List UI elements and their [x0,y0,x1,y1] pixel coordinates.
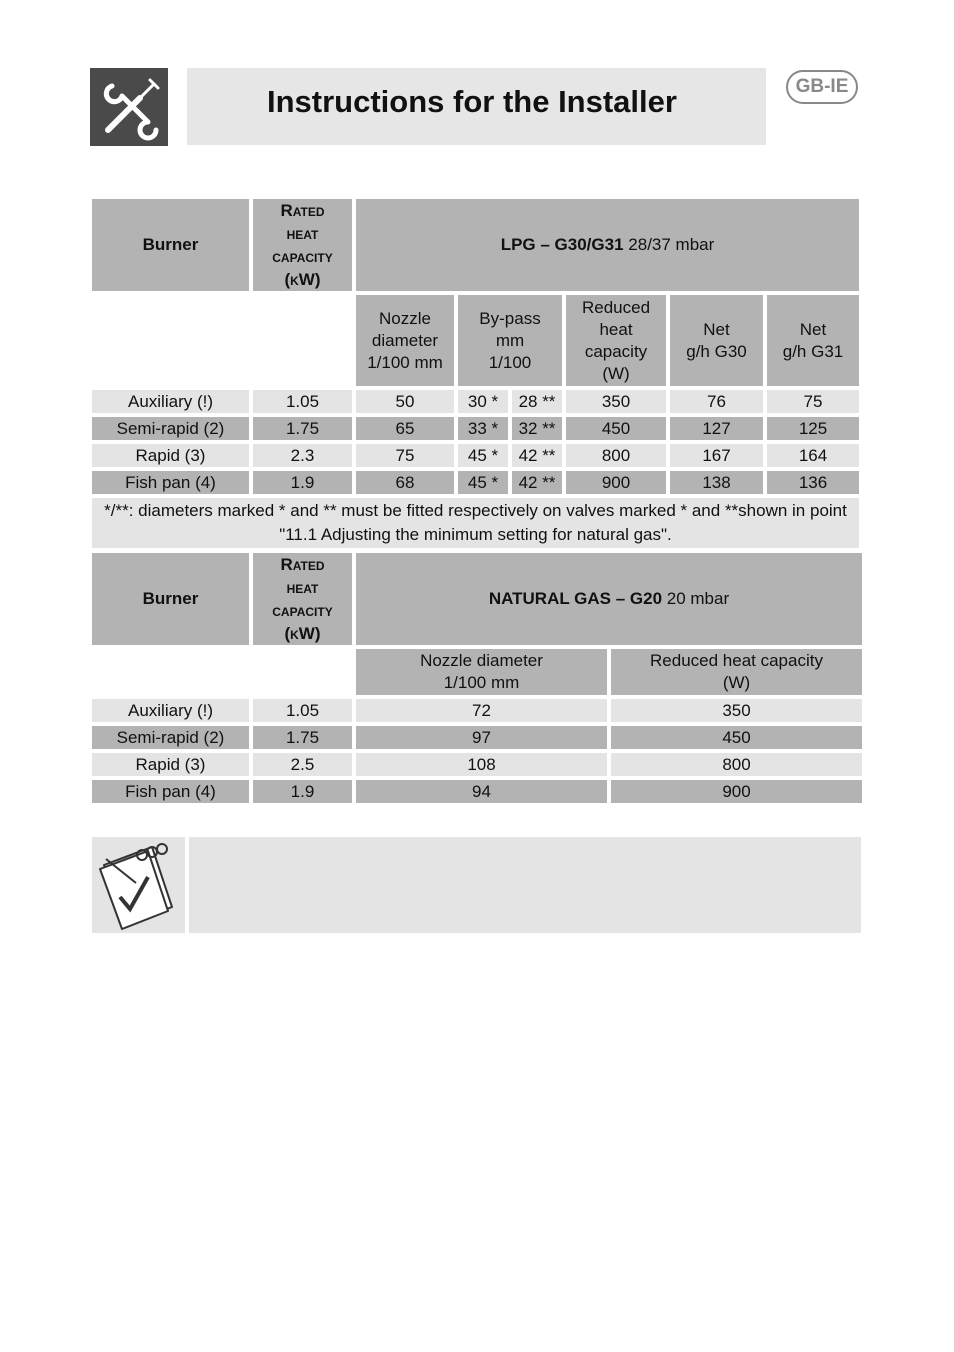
lpg-subheader-row [92,295,859,386]
net-g31-header: Net g/h G31 [767,295,859,386]
reduced-capacity-header: Reduced heat capacity (W) [611,649,862,695]
ng-subheader-row [92,649,862,695]
lpg-header-row [92,199,859,291]
net-g30-header: Net g/h G30 [670,295,763,386]
table-row: Fish pan (4) 1.9 94 900 [92,780,862,803]
note-panel [189,837,861,933]
reduced-capacity-header: Reduced heat capacity (W) [566,295,666,386]
rated-capacity-column-header: Rated heat capacity (kW) [253,553,352,645]
table-row: Auxiliary (!) 1.05 72 350 [92,699,862,722]
table-row: Semi-rapid (2) 1.75 97 450 [92,726,862,749]
wrench-screwdriver-icon [90,68,168,146]
bypass-header: By-pass mm 1/100 [458,295,562,386]
natural-gas-nozzle-table [88,549,866,807]
table-row: Semi-rapid (2) 1.75 65 33 * 32 ** 450 127 125 [92,417,859,440]
region-badge: GB-IE [786,70,858,104]
table-row: Rapid (3) 2.3 75 45 * 42 ** 800 167 164 [92,444,859,467]
rated-capacity-column-header: Rated heat capacity (kW) [253,199,352,291]
notepad-check-icon [92,837,185,933]
page-title: Instructions for the Installer [267,84,677,119]
gas-type-header: LPG – G30/G31 28/37 mbar [356,199,859,291]
table-row: Rapid (3) 2.5 108 800 [92,753,862,776]
gas-type-header: NATURAL GAS – G20 20 mbar [356,553,862,645]
nozzle-diameter-header: Nozzle diameter 1/100 mm [356,649,607,695]
footnote-row [92,498,859,548]
nozzle-diameter-header: Nozzle diameter 1/100 mm [356,295,454,386]
bypass-footnote: */**: diameters marked * and ** must be fitted respectively on valves marked * and **shown in point "11.1 Adjusting the minimum setting for natural gas". [92,498,859,548]
table-row: Auxiliary (!) 1.05 50 30 * 28 ** 350 76 75 [92,390,859,413]
burner-column-header: Burner [92,199,249,291]
table-row: Fish pan (4) 1.9 68 45 * 42 ** 900 138 136 [92,471,859,494]
lpg-nozzle-table [88,195,863,552]
title-banner [187,68,766,145]
burner-column-header: Burner [92,553,249,645]
ng-header-row [92,553,862,645]
